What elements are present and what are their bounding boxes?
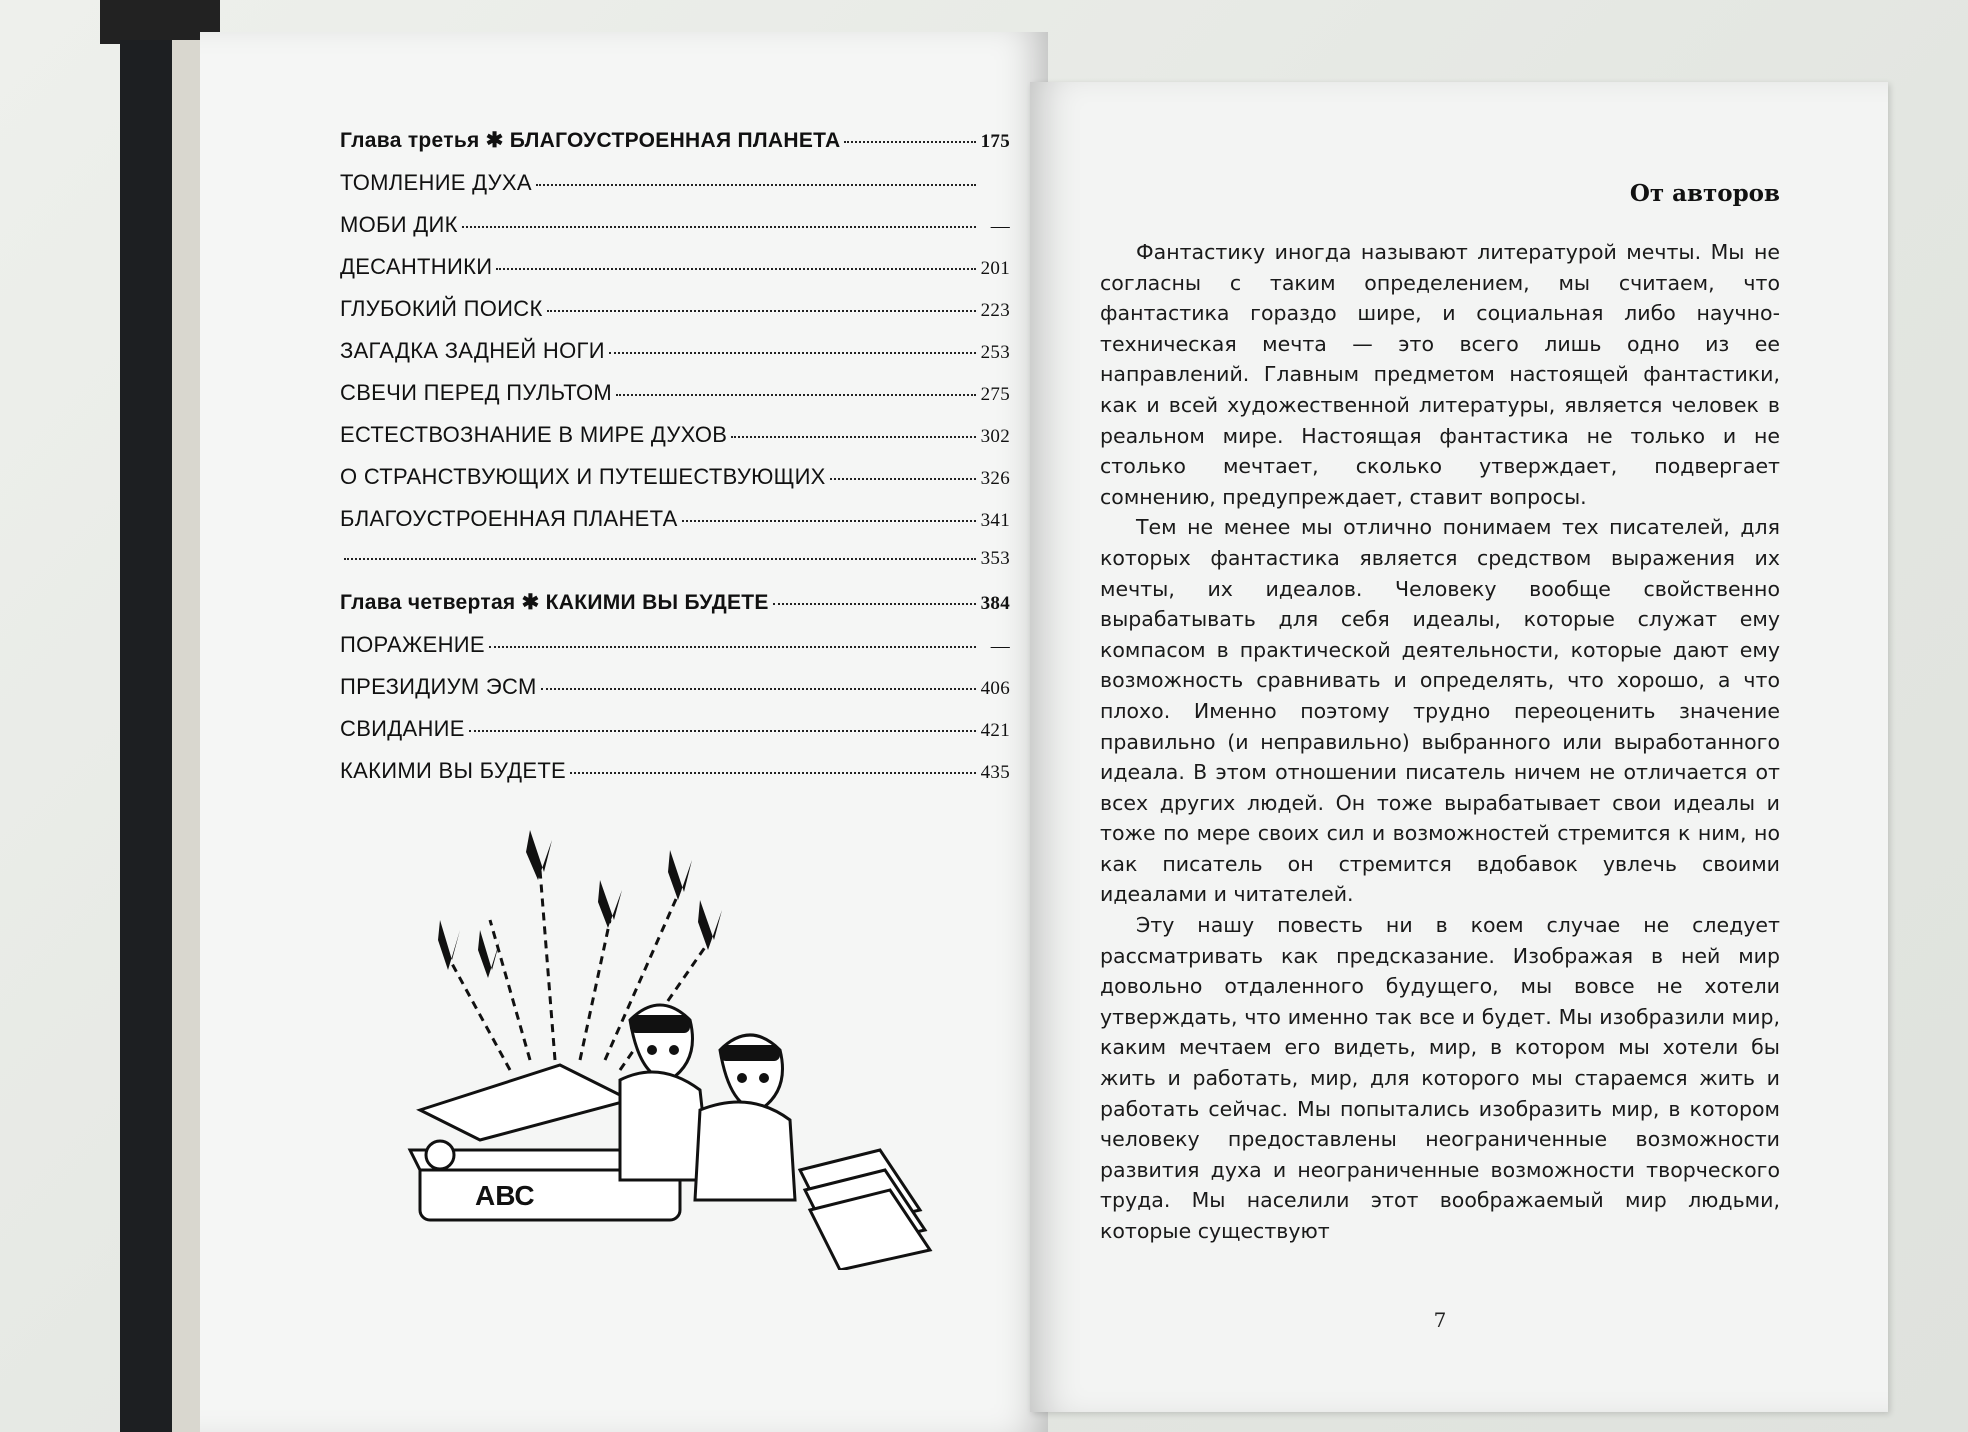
toc-entry-title: Глава третья ✱ БЛАГОУСТРОЕННАЯ ПЛАНЕТА bbox=[340, 129, 841, 152]
toc-leader-dots bbox=[489, 646, 976, 648]
toc-entry-page: 201 bbox=[980, 258, 1010, 279]
toc-entry-page: — bbox=[990, 216, 1010, 237]
toc-entry bbox=[340, 716, 1010, 758]
toc-leader-dots bbox=[773, 603, 976, 605]
preface-paragraph-2: Тем не менее мы отлично понимаем тех писателей, для которых фантастика является средством выражения их мечты, их идеалов. Человеку вообще свойственно вырабатывать для себя идеалы, которые служат ему компасом в практической деятельности, которые дают ему возможность сравнивать и определять, что хорошо, а что плохо. Именно поэтому трудно переоценить значение правильно (и неправильно) выбранного или выработанного идеала. В этом отношении писатель ничем не отличается от всех других людей. Он тоже вырабатывает свои идеалы и тоже по мере своих сил и возможностей стремится к ним, но как писатель он стремится вдобавок увлечь своими идеалами и читателей. bbox=[1100, 515, 1780, 907]
toc-entry bbox=[340, 338, 1010, 380]
toc-entry-page: 302 bbox=[980, 426, 1010, 447]
toc-entry bbox=[340, 674, 1010, 716]
preface-paragraph-3: Эту нашу повесть ни в коем случае не следует рассматривать как предсказание. Изображая в ней мир довольно отдаленного будущего, мы вовсе не хотели утверждать, что именно так все и будет. Мы изобразили мир, каким мечтаем его видеть, мир, в котором мы хотели бы жить и работать, мир, для которого мы стараемся жить и работать сейчас. Мы попытались изобразить мир, в котором человеку предоставлены неограниченные возможности развития духа и неограниченные возможности творческого труда. Мы населили этот воображаемый мир людьми, которые существуют bbox=[1100, 913, 1780, 1243]
toc-entry bbox=[340, 212, 1010, 254]
toc-leader-dots bbox=[609, 352, 976, 354]
toc-entry-page: — bbox=[990, 636, 1010, 657]
toc-entry-title: СВИДАНИЕ bbox=[340, 716, 465, 741]
toc-entry-title: ЗАГАДКА ЗАДНЕЙ НОГИ bbox=[340, 338, 605, 363]
toc-entry-page: 253 bbox=[980, 342, 1010, 363]
preface-paragraph-1: Фантастику иногда называют литературой мечты. Мы не согласны с таким определением, мы считаем, что фантастика гораздо шире, и социальная либо научно-техническая мечта — это всего лишь одно из ее направлений. Главным предметом настоящей фантастики, как и всей художественной литературы, является человек в реальном мире. Настоящая фантастика не только и не столько мечтает, сколько утверждает, подвергает сомнению, предупреждает, ставит вопросы. bbox=[1100, 240, 1780, 509]
toc-entry-title: Глава четвертая ✱ КАКИМИ ВЫ БУДЕТЕ bbox=[340, 591, 769, 614]
toc-leader-dots bbox=[496, 268, 976, 270]
toc-leader-dots bbox=[844, 141, 976, 143]
toc-entry bbox=[340, 590, 1010, 632]
toc-entry-title: СВЕЧИ ПЕРЕД ПУЛЬТОМ bbox=[340, 380, 612, 405]
toc-leader-dots bbox=[469, 730, 976, 732]
toc-entry bbox=[340, 380, 1010, 422]
toc-leader-dots bbox=[731, 436, 976, 438]
page-number: 7 bbox=[1433, 1308, 1447, 1332]
table-of-contents bbox=[340, 128, 1010, 800]
typewriter-brand-label: АВС bbox=[475, 1180, 535, 1211]
toc-entry-page: 275 bbox=[980, 384, 1010, 405]
toc-entry-title: ПРЕЗИДИУМ ЭСМ bbox=[340, 674, 537, 699]
toc-entry bbox=[340, 506, 1010, 548]
toc-entry-page: 353 bbox=[980, 548, 1010, 569]
toc-entry-page: 406 bbox=[980, 678, 1010, 699]
toc-leader-dots bbox=[462, 226, 976, 228]
toc-leader-dots bbox=[616, 394, 976, 396]
toc-leader-dots bbox=[682, 520, 976, 522]
toc-leader-dots bbox=[541, 688, 976, 690]
preface-heading: От авторов bbox=[1629, 180, 1780, 207]
toc-entry bbox=[340, 170, 1010, 212]
toc-entry-title: ЕСТЕСТВОЗНАНИЕ В МИРЕ ДУХОВ bbox=[340, 422, 728, 447]
toc-entry bbox=[340, 464, 1010, 506]
toc-entry-title: О СТРАНСТВУЮЩИХ И ПУТЕШЕСТВУЮЩИХ bbox=[340, 464, 826, 489]
toc-entry-page: 175 bbox=[980, 131, 1010, 152]
toc-entry-title: ДЕСАНТНИКИ bbox=[340, 254, 493, 279]
toc-entry bbox=[340, 632, 1010, 674]
toc-entry-page: 421 bbox=[980, 720, 1010, 741]
toc-entry bbox=[340, 254, 1010, 296]
toc-entry-title: КАКИМИ ВЫ БУДЕТЕ bbox=[340, 758, 567, 783]
toc-entry bbox=[340, 422, 1010, 464]
toc-leader-dots bbox=[344, 558, 976, 560]
book-spine bbox=[120, 40, 172, 1432]
toc-entry-page: 341 bbox=[980, 510, 1010, 531]
toc-entry-title: ТОМЛЕНИЕ ДУХА bbox=[340, 170, 532, 195]
toc-entry bbox=[340, 548, 1010, 590]
toc-leader-dots bbox=[570, 772, 976, 774]
toc-entry bbox=[340, 296, 1010, 338]
toc-entry-title: ГЛУБОКИЙ ПОИСК bbox=[340, 296, 543, 321]
toc-entry-page: 326 bbox=[980, 468, 1010, 489]
toc-entry-page: 384 bbox=[980, 593, 1010, 614]
toc-entry-title: ПОРАЖЕНИЕ bbox=[340, 632, 485, 657]
toc-entry-title: МОБИ ДИК bbox=[340, 212, 458, 237]
toc-leader-dots bbox=[536, 184, 976, 186]
toc-entry-page: 223 bbox=[980, 300, 1010, 321]
typewriter-illustration bbox=[380, 810, 960, 1270]
toc-entry-title: БЛАГОУСТРОЕННАЯ ПЛАНЕТА bbox=[340, 506, 678, 531]
toc-entry bbox=[340, 758, 1010, 800]
toc-entry-page: 435 bbox=[980, 762, 1010, 783]
toc-leader-dots bbox=[547, 310, 976, 312]
toc-leader-dots bbox=[830, 478, 976, 480]
preface-block bbox=[1100, 180, 1780, 1247]
toc-entry bbox=[340, 128, 1010, 170]
